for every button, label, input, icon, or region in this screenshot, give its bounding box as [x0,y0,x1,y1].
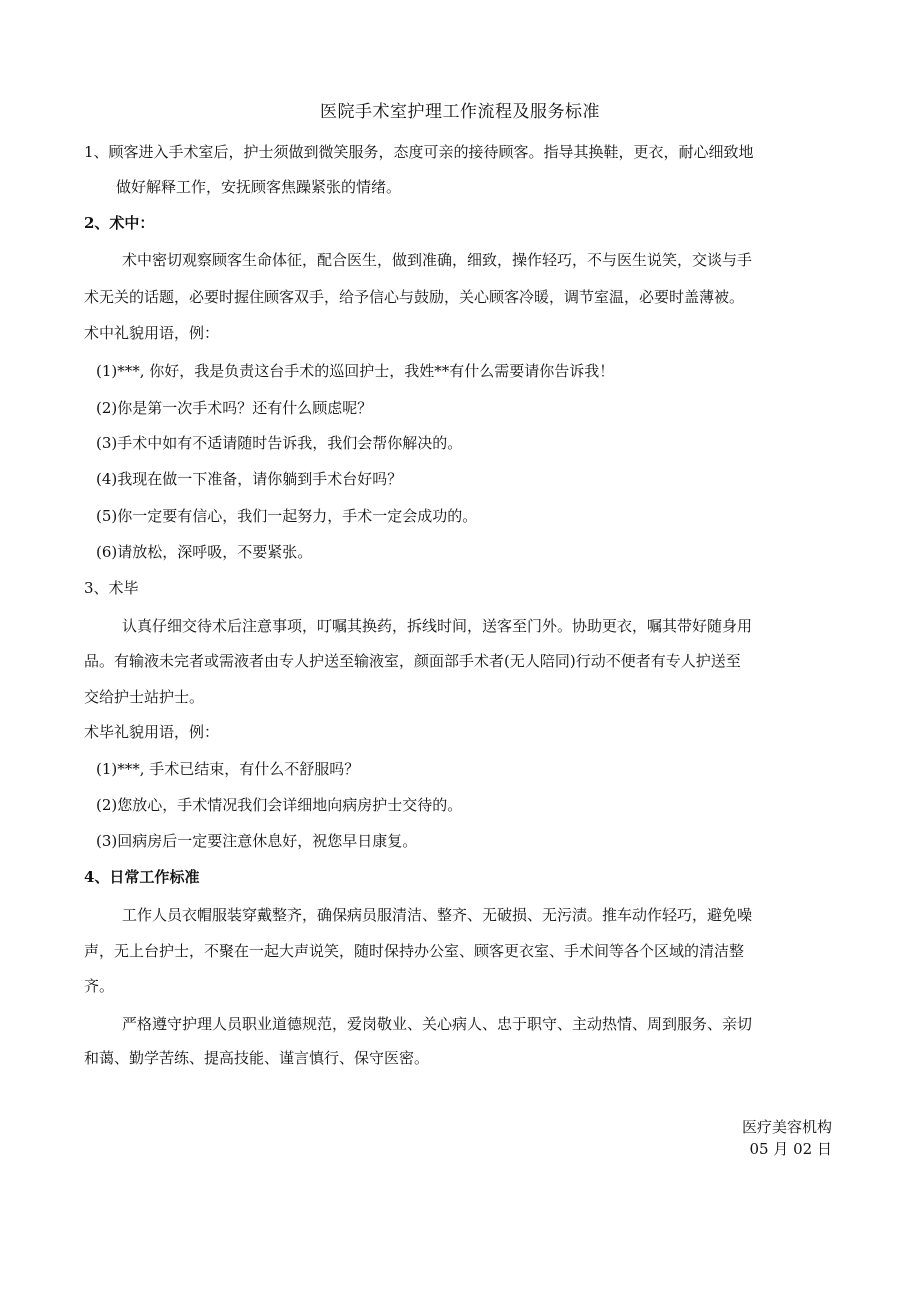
section2-phrase-item: (3)手术中如有不适请随时告诉我，我们会帮你解决的。 [96,434,463,452]
section1-line2: 做好解释工作，安抚顾客焦躁紧张的情绪。 [116,178,402,196]
section2-phrase-item: (2)你是第一次手术吗？还有什么顾虑呢？ [96,399,373,417]
signature-organization: 医疗美容机构 [741,1118,832,1136]
section4-heading: 4、日常工作标准 [84,868,200,886]
section4-paragraph1-line1: 工作人员衣帽服装穿戴整齐，确保病员服清洁、整齐、无破损、无污渍。推车动作轻巧，避免噪 [122,906,753,924]
section4-paragraph2-line1: 严格遵守护理人员职业道德规范，爱岗敬业、关心病人、忠于职守、主动热情、周到服务、亲切 [122,1015,753,1033]
section2-paragraph-line2: 术无关的话题，必要时握住顾客双手，给予信心与鼓励，关心顾客冷暖，调节室温，必要时盖薄被。 [84,288,745,306]
section3-heading: 3、术毕 [84,579,139,597]
section2-phrase-item: (1)***, 你好，我是负责这台手术的巡回护士，我姓**有什么需要请你告诉我！ [96,362,615,380]
document-title: 医院手术室护理工作流程及服务标准 [320,102,600,122]
section3-phrase-item: (2)您放心，手术情况我们会详细地向病房护士交待的。 [96,796,463,814]
section3-paragraph-line2: 品。有输液未完者或需液者由专人护送至输液室，颜面部手术者(无人陪同)行动不便者有专人护送至 [84,652,741,670]
section4-paragraph1-line2: 声，无上台护士，不聚在一起大声说笑，随时保持办公室、顾客更衣室、手术间等各个区域的清洁整 [84,942,745,960]
section3-paragraph-line1: 认真仔细交待术后注意事项，叮嘱其换药，拆线时间，送客至门外。协助更衣，嘱其带好随身用 [122,617,753,635]
section2-phrase-item: (4)我现在做一下准备，请你躺到手术台好吗？ [96,470,403,488]
signature-date: 05 月 02 日 [749,1140,832,1158]
section3-paragraph-line3: 交给护士站护士。 [84,688,205,706]
section4-paragraph2-line2: 和蔼、勤学苦练、提高技能、谨言慎行、保守医密。 [84,1049,430,1067]
section2-paragraph-line1: 术中密切观察顾客生命体征，配合医生，做到准确，细致，操作轻巧，不与医生说笑，交谈与手 [122,251,753,269]
section3-phrase-item: (3)回病房后一定要注意休息好，祝您早日康复。 [96,832,418,850]
section3-phrases-heading: 术毕礼貌用语，例： [84,723,220,741]
section2-phrase-item: (5)你一定要有信心，我们一起努力，手术一定会成功的。 [96,507,478,525]
section2-phrase-item: (6)请放松，深呼吸，不要紧张。 [96,543,313,561]
section3-phrase-item: (1)***, 手术已结束，有什么不舒服吗？ [96,760,360,778]
section1-line1: 1、顾客进入手术室后，护士须做到微笑服务，态度可亲的接待顾客。指导其换鞋，更衣，耐心细致地 [84,143,754,161]
section2-phrases-heading: 术中礼貌用语，例： [84,324,220,342]
section4-paragraph1-line3: 齐。 [84,977,115,995]
section2-heading: 2、术中： [84,214,155,232]
